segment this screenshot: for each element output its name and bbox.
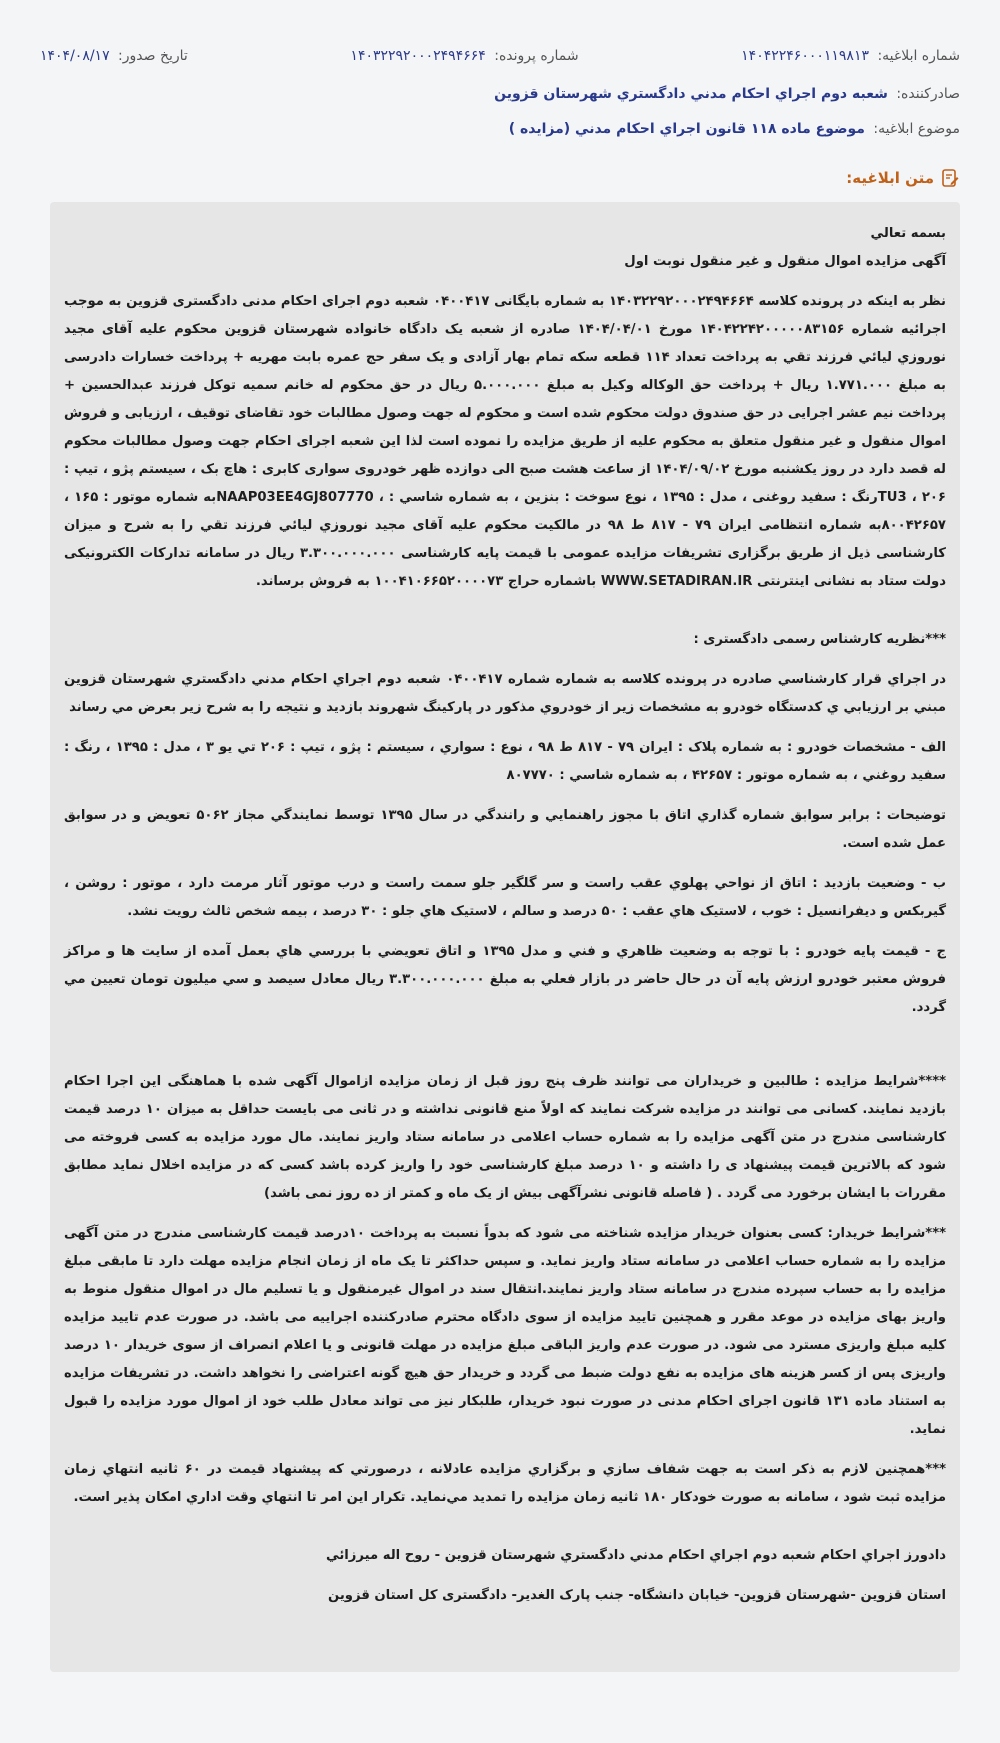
subject-value: موضوع ماده ۱۱۸ قانون اجراي احکام مدني (مزايده ) [508,121,865,137]
notice-number [741,48,960,64]
notice-number-value: ۱۴۰۴۲۲۴۶۰۰۰۱۱۹۸۱۳ [741,48,869,64]
body-expert-intro: در اجراي قرار کارشناسي صادره در پرونده کلاسه به شماره شماره ۰۴۰۰۴۱۷ شعبه دوم اجراي احکام مدني دادگستري شهرستان قزوين مبني بر ارزيابي ي کدستگاه خودرو به مشخصات زير از خودروي مذکور در پارکينگ شهروند بازديد و نتيجه را به شرح زير بعرض مي رساند [64,672,946,715]
header-meta-row [40,48,960,64]
body-expert-heading: ***نظریه کارشناس رسمی دادگستری : [693,632,946,647]
body-inspection-status: ب - وضعيت بازديد : اتاق از نواحي پهلوي عقب راست و سر گلگير جلو سمت راست و درب موتور آثار مرمت دارد ، موتور : روشن ، گيربکس و ديفرانسيل : خوب ، لاستيک هاي عقب : ۵۰ درصد و سالم ، لاستيک هاي جلو : ۳۰ درصد ، بيمه شخص ثالث رويت نشد. [64,876,946,919]
body-bismillah: بسمه تعالي [870,226,946,241]
body-announcement-title: آگهی مزایده اموال منقول و غیر منقول نوبت اول [624,254,946,269]
issuer-label: صادرکننده: [896,86,960,102]
body-main-paragraph: نظر به اینکه در پرونده کلاسه ۱۴۰۳۲۲۹۲۰۰۰۲۴۹۴۶۶۴ به شماره بایگانی ۰۴۰۰۴۱۷ شعبه دوم اجرای احکام مدنی دادگستری قزوین به موجب اجرائیه شماره ۱۴۰۴۲۲۴۲۰۰۰۰۰۸۳۱۵۶ مورخ ۱۴۰۴/۰۴/۰۱ صادره از شعبه یک دادگاه خانواده شهرستان قزوین محکوم علیه آقای مجید نوروزي لیائي فرزند تقي به پرداخت تعداد ۱۱۴ قطعه سکه تمام بهار آزادی و یک سفر حج عمره بابت مهریه + پرداخت خسارات دادرسی به مبلغ ۱.۷۷۱.۰۰۰ ریال + پرداخت حق الوکاله وکیل به مبلغ ۵.۰۰۰.۰۰۰ ریال در حق محکوم له خانم سمیه توکل فرزند عبدالحسین + پرداخت نیم عشر اجرایی در حق صندوق دولت محکوم شده است و محکوم له جهت وصول مطالبات خود تقاضای توقیف ، ارزیابی و فروش اموال منقول و غیر منقول متعلق به محکوم علیه از طریق مزایده را نموده است لذا این شعبه اجرای احکام جهت وصول مطالبات محکوم له قصد دارد در روز یکشنبه مورخ ۱۴۰۴/۰۹/۰۲ از ساعت هشت صبح الی دوازده ظهر خودروی سواری کابری : هاچ بک ، سیستم پژو ، تیپ : ۲۰۶ ، TU3رنگ : سفید روغنی ، مدل : ۱۳۹۵ ، نوع سوخت : بنزین ، به شماره شاسي : ، NAAP03EE4GJ807770به شماره موتور : ۱۶۵ ، ۸۰۰۴۲۶۵۷به شماره انتظامی ایران ۷۹ - ۸۱۷ ط ۹۸ در مالکیت محکوم علیه آقای مجید نوروزي لیائي فرزند تقي را به شرح و میزان کارشناسی ذیل از طریق برگزاری تشریفات مزایده عمومی با قیمت پایه کارشناسی ۳.۳۰۰.۰۰۰.۰۰۰ ریال در سامانه تدارکات الکترونیکی دولت ستاد به نشانی اینترنتی WWW.SETADIRAN.IR باشماره حراج ۱۰۰۴۱۰۶۶۵۲۰۰۰۰۷۳ به فروش برساند. [64,294,946,589]
body-vehicle-specs: الف - مشخصات خودرو : به شماره پلاک : ايران ۷۹ - ۸۱۷ ط ۹۸ ، نوع : سواري ، سيستم : پژو ، تيپ : ۲۰۶ تي يو ۳ ، مدل : ۱۳۹۵ ، رنگ : سفيد روغني ، به شماره موتور : ۴۲۶۵۷ ، به شماره شاسي : ۸۰۷۷۷۰ [64,740,947,783]
notice-number-label: شماره ابلاغيه: [877,48,960,64]
notice-body [50,202,960,1672]
subject-label: موضوع ابلاغيه: [873,121,960,137]
body-buyer-conditions: ***شرایط خریدار: کسی بعنوان خریدار مزایده شناخته می شود که بدواً نسبت به پرداخت ۱۰درصد قیمت کارشناسی مندرج در متن آگهی مزایده را به شماره حساب اعلامی در سامانه ستاد واریز نماید. و سپس حداکثر تا یک ماه از زمان انجام مزایده مهلت دارد تا مابقی مبلغ مزایده را به حساب سپرده مندرج در سامانه ستاد واریز نمایند.انتقال سند در اموال غیرمنقول و یا تسلیم مال در اموال منقول منوط به واریز بهای مزایده در موعد مقرر و همچنین تایید مزایده از سوی دادگاه محترم صادرکننده اجراییه می باشد. در صورت عدم تایید مزایده کلیه مبلغ واریزی مسترد می شود. در صورت عدم واریز الباقی مبلغ مزایده در مهلت قانونی و یا اعلام انصراف از سوی خریدار ۱۰ درصد واریزی پس از کسر هزینه های مزایده به نفع دولت ضبط می گردد و خریدار حق هیچ گونه اعتراضی را نخواهد داشت. در تشریفات مزایده به استناد ماده ۱۳۱ قانون اجرای احکام مدنی در صورت نبود خریدار، طلبکار نیز می تواند معادل طلب خود از اموال مورد مزایده را قبول نماید. [64,1226,946,1437]
issue-date-value: ۱۴۰۴/۰۸/۱۷ [40,48,110,64]
body-base-price: ج - قيمت پايه خودرو : با توجه به وضعيت ظاهري و فني و مدل ۱۳۹۵ و اتاق تعويضي با بررسي هاي بعمل آمده از سايت ها و مراکز فروش معتبر خودرو ارزش پايه آن در حال حاضر در بازار فعلي به مبلغ ۳.۳۰۰.۰۰۰.۰۰۰ ريال معادل سيصد و سي ميليون تومان تعيين مي گردد. [64,944,946,1015]
body-auction-conditions: ****شرایط مزایده : طالبین و خریداران می توانند ظرف پنج روز قبل از زمان مزایده ازاموال آگهی شده با هماهنگی این اجرا احکام بازدید نمایند. کسانی می توانند در مزایده شرکت نمایند که اولاً منع قانونی نداشته و در ثانی می بایست حداقل به میزان ۱۰ درصد قیمت کارشناسی مندرج در متن آگهی مزایده را به شماره حساب اعلامی در سامانه ستاد واریز نمایند. مال مورد مزایده به کسی فروخته می شود که بالاترین قیمت پیشنهاد ی را داشته و ۱۰ درصد مبلغ کارشناسی خود را واریز کرده باشد کسی که در مزایده اخلال نماید مطابق مقررات با ایشان برخورد می گردد . ( فاصله قانونی نشرآگهی بیش از یک ماه و کمتر از ده روز نمی باشد) [64,1074,946,1201]
document-edit-icon [940,168,960,188]
body-signatory: دادورز اجراي احکام شعبه دوم اجراي احکام مدني دادگستري شهرستان قزوين - روح اله ميرزائي [325,1548,946,1563]
case-number [350,48,578,64]
issue-date [40,48,188,64]
issuer-line [40,86,960,102]
body-time-extension: ***همچنین لازم به ذکر است به جهت شفاف سازي و برگزاري مزايده عادلانه ، درصورتي که پيشنهاد قيمت در ۶۰ ثانيه انتهاي زمان مزايده ثبت شود ، سامانه به صورت خودکار ۱۸۰ ثانيه زمان مزايده را تمديد مي‌نمايد. تکرار اين امر تا انتهاي وقت اداري امکان پذير است. [64,1462,947,1505]
notice-text-heading [846,168,960,188]
subject-line [40,121,960,137]
notice-text-label: متن ابلاغيه: [846,169,934,187]
issue-date-label: تاريخ صدور: [118,48,188,64]
body-explanations: توضيحات : برابر سوابق شماره گذاري اتاق با مجوز راهنمايي و رانندگي در سال ۱۳۹۵ توسط نمايندگي مجاز ۵۰۶۲ تعويض و در سوابق عمل شده است. [64,808,946,851]
case-number-label: شماره پرونده: [494,48,579,64]
issuer-value: شعبه دوم اجراي احکام مدني دادگستري شهرستان قزوين [494,86,888,102]
case-number-value: ۱۴۰۳۲۲۹۲۰۰۰۲۴۹۴۶۶۴ [350,48,486,64]
body-address: استان قزوین -شهرستان قزوین- خیابان دانشگاه- جنب پارک الغدیر- دادگستری کل استان قزوین [327,1588,946,1603]
